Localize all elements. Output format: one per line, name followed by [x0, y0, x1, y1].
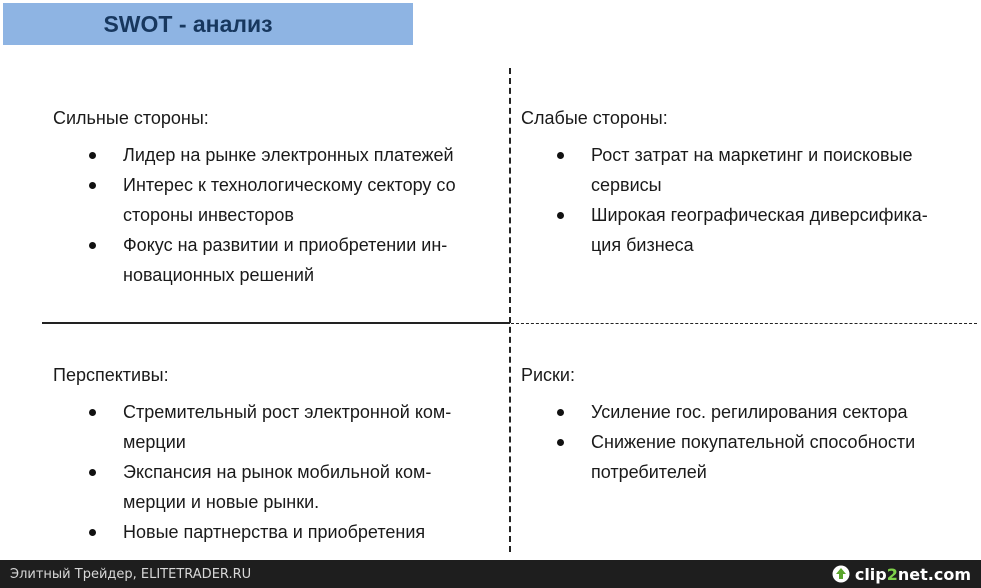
item-line: Широкая географическая диверсифика-	[591, 205, 928, 225]
item-line: Рост затрат на маркетинг и поисковые	[591, 145, 913, 165]
footer-caption: Элитный Трейдер, ELITETRADER.RU	[10, 566, 252, 582]
bullet-icon	[557, 439, 564, 446]
list-item	[53, 457, 503, 517]
item-line: Снижение покупательной способности	[591, 432, 916, 452]
weaknesses-quadrant	[521, 103, 971, 260]
item-line: мерции и новые рынки.	[123, 492, 320, 512]
list-item	[53, 397, 503, 457]
list-item	[521, 427, 971, 487]
item-line: Новые партнерства и приобретения	[123, 522, 426, 542]
bullet-icon	[89, 182, 96, 189]
bullet-icon	[89, 409, 96, 416]
list-item	[521, 397, 971, 427]
weaknesses-heading: Слабые стороны:	[521, 108, 668, 128]
strengths-list	[53, 140, 503, 290]
bullet-icon	[89, 529, 96, 536]
item-line: Экспансия на рынок мобильной ком-	[123, 462, 432, 482]
bullet-icon	[89, 242, 96, 249]
item-line: Стремительный рост электронной ком-	[123, 402, 452, 422]
threats-list	[521, 397, 971, 487]
clip2net-logo[interactable]	[832, 565, 971, 584]
horizontal-divider-left	[42, 322, 510, 324]
bullet-icon	[557, 212, 564, 219]
bullet-icon	[557, 409, 564, 416]
vertical-divider	[509, 68, 511, 552]
opportunities-heading: Перспективы:	[53, 365, 169, 385]
opportunities-list	[53, 397, 503, 547]
horizontal-divider-right	[511, 323, 977, 324]
upload-arrow-icon	[832, 565, 850, 583]
threats-quadrant	[521, 360, 971, 487]
threats-heading: Риски:	[521, 365, 575, 385]
opportunities-quadrant	[53, 360, 503, 547]
page-title: SWOT - анализ	[103, 10, 273, 37]
item-line: Усиление гос. регилирования сектора	[591, 402, 908, 422]
item-line: ция бизнеса	[591, 235, 694, 255]
item-line: Интерес к технологическому сектору со	[123, 175, 456, 195]
list-item	[53, 517, 503, 547]
clip2net-wordmark: clip2net.com	[854, 564, 971, 584]
strengths-heading: Сильные стороны:	[53, 108, 209, 128]
list-item	[53, 140, 503, 170]
item-line: Лидер на рынке электронных платежей	[123, 145, 454, 165]
list-item	[53, 170, 503, 230]
item-line: мерции	[123, 432, 186, 452]
item-line: потребителей	[591, 462, 707, 482]
item-line: стороны инвесторов	[123, 205, 294, 225]
item-line: сервисы	[591, 175, 662, 195]
strengths-quadrant	[53, 103, 503, 290]
title-banner	[3, 3, 413, 45]
weaknesses-list	[521, 140, 971, 260]
footer-bar	[0, 560, 981, 588]
list-item	[521, 140, 971, 200]
item-line: новационных решений	[123, 265, 315, 285]
bullet-icon	[557, 152, 564, 159]
item-line: Фокус на развитии и приобретении ин-	[123, 235, 448, 255]
bullet-icon	[89, 469, 96, 476]
list-item	[53, 230, 503, 290]
bullet-icon	[89, 152, 96, 159]
list-item	[521, 200, 971, 260]
